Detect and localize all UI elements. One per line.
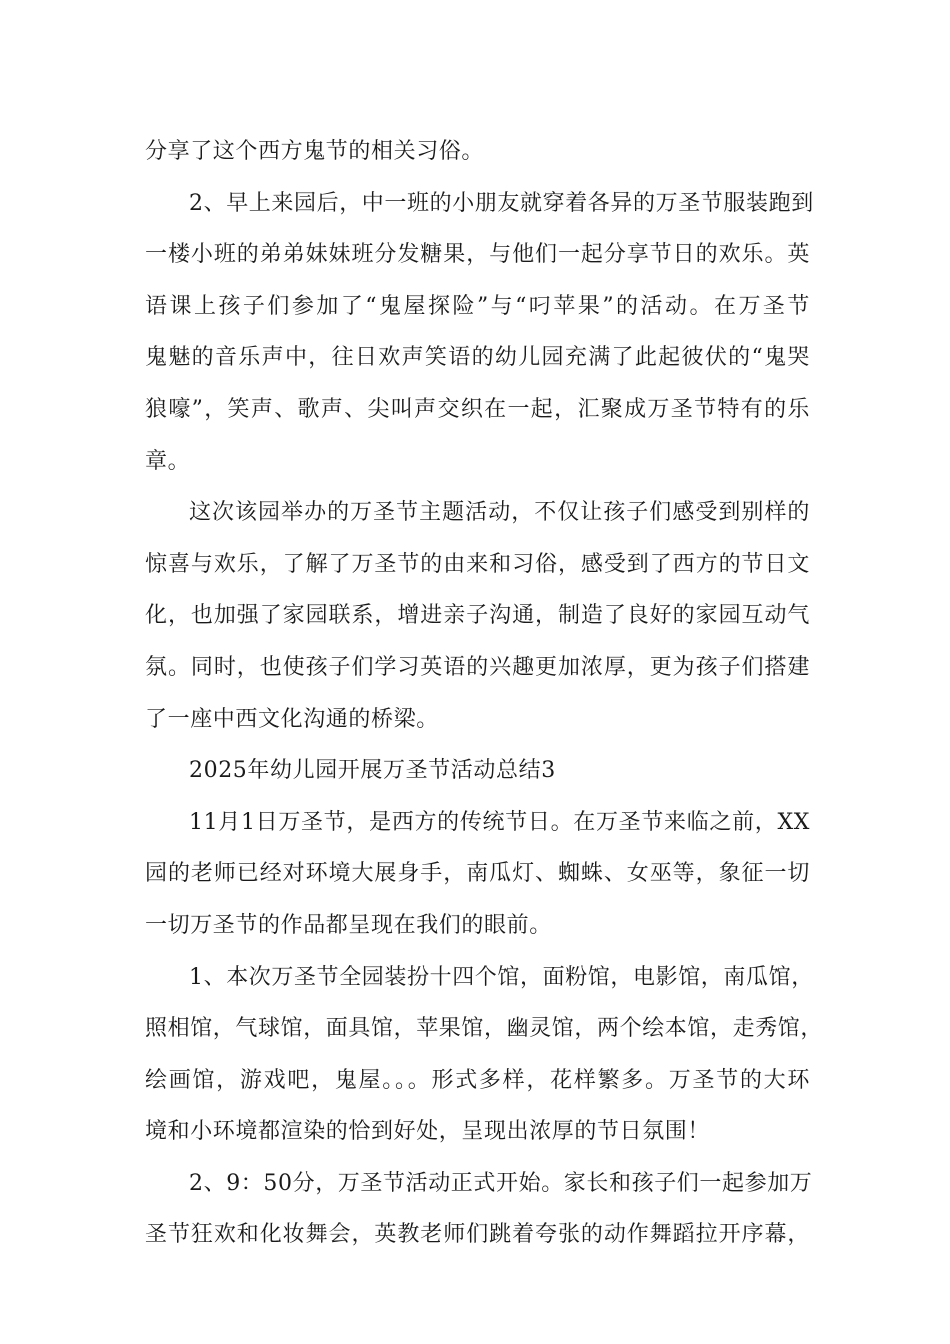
text-line: 一切万圣节的作品都呈现在我们的眼前。 — [145, 912, 552, 938]
text-line: 鬼魅的音乐声中，往日欢声笑语的幼儿园充满了此起彼伏的“鬼哭 — [145, 345, 810, 371]
text-line: 这次该园举办的万圣节主题活动，不仅让孩子们感受到别样的 — [189, 500, 810, 526]
text-line: 照相馆，气球馆，面具馆，苹果馆，幽灵馆，两个绘本馆，走秀馆， — [145, 1016, 824, 1042]
text-line: 一楼小班的弟弟妹妹班分发糖果，与他们一起分享节日的欢乐。英 — [145, 242, 810, 268]
text-line: 分享了这个西方鬼节的相关习俗。 — [145, 139, 485, 164]
document-body — [145, 126, 824, 1261]
text-line: 境和小环境都渲染的恰到好处，呈现出浓厚的节日氛围！ — [145, 1119, 711, 1145]
text-line: 园的老师已经对环境大展身手，南瓜灯、蜘蛛、女巫等，象征一切 — [145, 861, 810, 887]
text-line: 惊喜与欢乐，了解了万圣节的由来和习俗，感受到了西方的节日文 — [145, 551, 810, 577]
text-line: 狼嚎”，笑声、歌声、尖叫声交织在一起，汇聚成万圣节特有的乐 — [145, 396, 810, 422]
section-heading: 2025年幼儿园开展万圣节活动总结3 — [189, 758, 556, 784]
text-line: 了一座中西文化沟通的桥梁。 — [145, 706, 439, 732]
text-line: 圣节狂欢和化妆舞会，英教老师们跳着夸张的动作舞蹈拉开序幕， — [145, 1222, 810, 1248]
text-line: 1、本次万圣节全园装扮十四个馆，面粉馆，电影馆，南瓜馆， — [189, 964, 814, 990]
text-line: 氛。同时，也使孩子们学习英语的兴趣更加浓厚，更为孩子们搭建 — [145, 654, 810, 680]
text-line: 绘画馆，游戏吧，鬼屋。。。形式多样，花样繁多。万圣节的大环 — [145, 1067, 810, 1093]
text-line: 章。 — [145, 448, 191, 474]
text-line: 2、9：50分，万圣节活动正式开始。家长和孩子们一起参加万 — [189, 1170, 813, 1196]
text-line: 语课上孩子们参加了“鬼屋探险”与“叼苹果”的活动。在万圣节 — [145, 293, 810, 319]
text-line: 2、早上来园后，中一班的小朋友就穿着各异的万圣节服装跑到 — [189, 190, 814, 216]
text-line: 化，也加强了家园联系，增进亲子沟通，制造了良好的家园互动气 — [145, 603, 810, 629]
text-line: 11月1日万圣节，是西方的传统节日。在万圣节来临之前，XX — [189, 809, 810, 835]
